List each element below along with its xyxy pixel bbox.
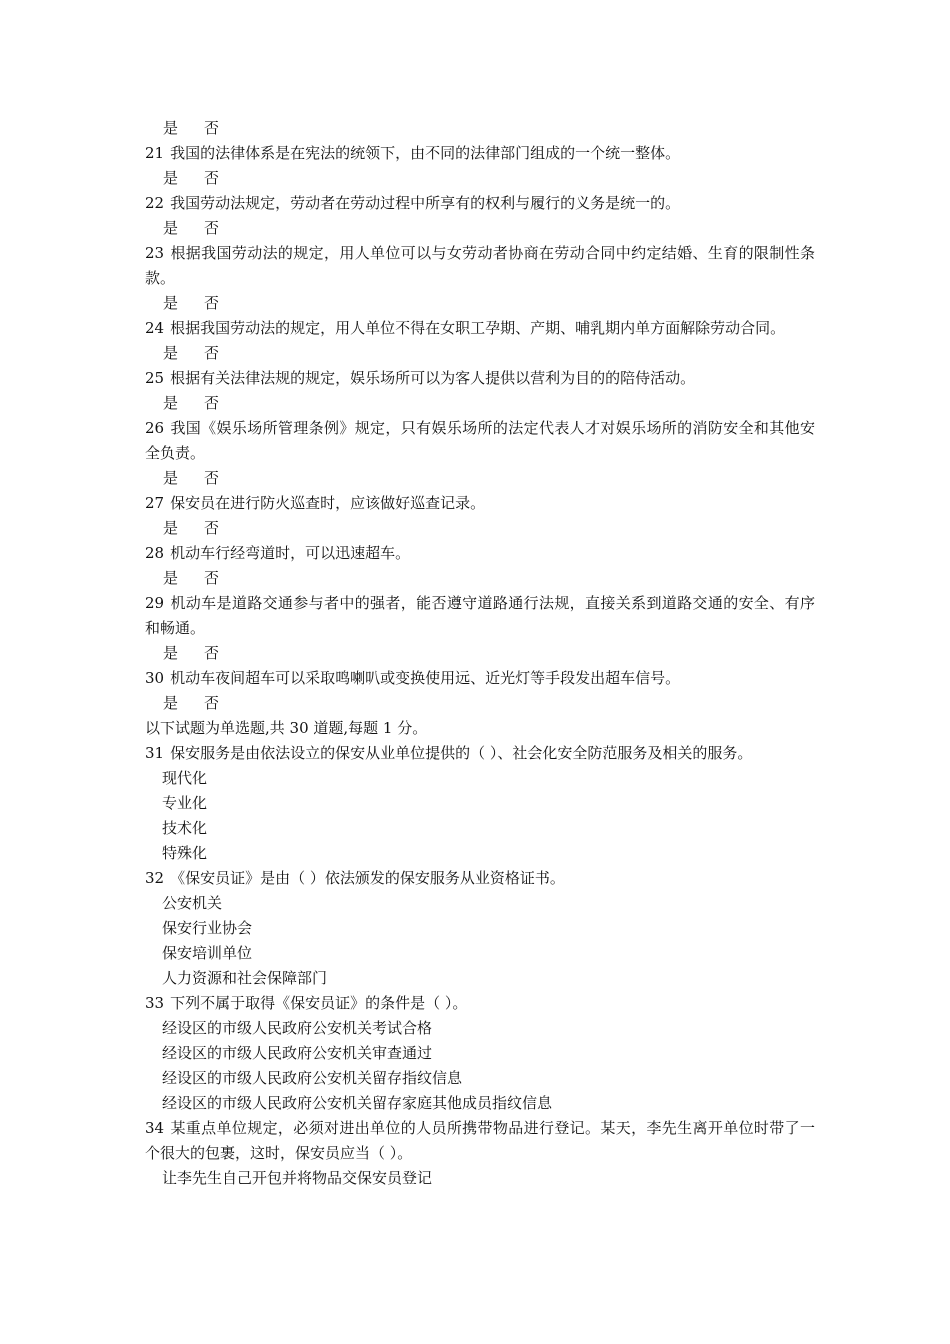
option-yes: 是 <box>163 394 179 412</box>
question-text: 机动车夜间超车可以采取鸣喇叭或变换使用远、近光灯等手段发出超车信号。 <box>170 669 681 687</box>
judgment-question <box>145 541 815 566</box>
question-text: 机动车是道路交通参与者中的强者，能否遵守道路通行法规，直接关系到道路交通的安全、有序和畅通。 <box>145 594 815 637</box>
yes-no-options <box>145 116 815 141</box>
option-yes: 是 <box>163 519 179 537</box>
option-yes: 是 <box>163 694 179 712</box>
yes-no-options <box>145 641 815 666</box>
option-yes: 是 <box>163 294 179 312</box>
question-text: 根据有关法律法规的规定，娱乐场所可以为客人提供以营利为目的的陪侍活动。 <box>170 369 696 387</box>
option-no: 否 <box>204 694 220 712</box>
judgment-question <box>145 416 815 466</box>
choice-option: 经设区的市级人民政府公安机关留存家庭其他成员指纹信息 <box>162 1094 553 1112</box>
option-yes: 是 <box>163 119 179 137</box>
option-yes: 是 <box>163 219 179 237</box>
choice-option: 现代化 <box>162 769 208 787</box>
question-number: 26 <box>145 419 165 437</box>
judgment-question <box>145 191 815 216</box>
yes-no-options <box>145 291 815 316</box>
question-number: 23 <box>145 244 165 262</box>
choice-option: 技术化 <box>162 819 208 837</box>
option-no: 否 <box>204 169 220 187</box>
option-no: 否 <box>204 294 220 312</box>
question-number: 25 <box>145 369 165 387</box>
question-number: 28 <box>145 544 165 562</box>
question-number: 21 <box>145 144 165 162</box>
question-text: 我国劳动法规定，劳动者在劳动过程中所享有的权利与履行的义务是统一的。 <box>170 194 681 212</box>
section-heading: 以下试题为单选题,共 30 道题,每题 1 分。 <box>145 719 428 737</box>
judgment-question <box>145 241 815 291</box>
question-number: 27 <box>145 494 165 512</box>
choice-question <box>145 866 815 891</box>
question-number: 24 <box>145 319 165 337</box>
option-no: 否 <box>204 519 220 537</box>
question-text: 《保安员证》是由（ ）依法颁发的保安服务从业资格证书。 <box>170 869 565 887</box>
choice-option: 保安行业协会 <box>162 919 253 937</box>
choice-option: 专业化 <box>162 794 208 812</box>
judgment-question <box>145 366 815 391</box>
option-no: 否 <box>204 569 220 587</box>
question-number: 22 <box>145 194 165 212</box>
question-text: 我国的法律体系是在宪法的统领下，由不同的法律部门组成的一个统一整体。 <box>170 144 681 162</box>
yes-no-options <box>145 216 815 241</box>
option-yes: 是 <box>163 569 179 587</box>
choice-option: 经设区的市级人民政府公安机关审查通过 <box>162 1044 433 1062</box>
choice-option: 经设区的市级人民政府公安机关考试合格 <box>162 1019 433 1037</box>
judgment-question <box>145 591 815 641</box>
question-number: 29 <box>145 594 165 612</box>
question-text: 某重点单位规定，必须对进出单位的人员所携带物品进行登记。某天，李先生离开单位时带了一个很大的包裹，这时，保安员应当（ ）。 <box>145 1119 815 1162</box>
option-no: 否 <box>204 219 220 237</box>
question-text: 根据我国劳动法的规定，用人单位不得在女职工孕期、产期、哺乳期内单方面解除劳动合同。 <box>170 319 786 337</box>
choice-option: 让李先生自己开包并将物品交保安员登记 <box>162 1169 433 1187</box>
question-text: 机动车行经弯道时，可以迅速超车。 <box>170 544 411 562</box>
option-yes: 是 <box>163 644 179 662</box>
yes-no-options <box>145 516 815 541</box>
option-yes: 是 <box>163 469 179 487</box>
option-no: 否 <box>204 469 220 487</box>
judgment-question <box>145 666 815 691</box>
option-yes: 是 <box>163 344 179 362</box>
judgment-question <box>145 316 815 341</box>
option-yes: 是 <box>163 169 179 187</box>
question-text: 下列不属于取得《保安员证》的条件是（ ）。 <box>170 994 468 1012</box>
choice-option: 人力资源和社会保障部门 <box>162 969 328 987</box>
question-number: 33 <box>145 994 165 1012</box>
document-body <box>145 116 815 1191</box>
judgment-question <box>145 141 815 166</box>
choice-option: 经设区的市级人民政府公安机关留存指纹信息 <box>162 1069 463 1087</box>
yes-no-options <box>145 566 815 591</box>
yes-no-options <box>145 466 815 491</box>
option-no: 否 <box>204 344 220 362</box>
choice-option: 特殊化 <box>162 844 208 862</box>
choice-option: 保安培训单位 <box>162 944 253 962</box>
question-text: 保安服务是由依法设立的保安从业单位提供的（ ）、社会化安全防范服务及相关的服务。 <box>170 744 753 762</box>
judgment-question <box>145 491 815 516</box>
choice-question <box>145 1116 815 1166</box>
yes-no-options <box>145 166 815 191</box>
question-number: 32 <box>145 869 165 887</box>
choice-option: 公安机关 <box>162 894 223 912</box>
yes-no-options <box>145 691 815 716</box>
yes-no-options <box>145 341 815 366</box>
question-text: 根据我国劳动法的规定，用人单位可以与女劳动者协商在劳动合同中约定结婚、生育的限制性条款。 <box>145 244 815 287</box>
choice-question <box>145 741 815 766</box>
yes-no-options <box>145 391 815 416</box>
question-number: 31 <box>145 744 165 762</box>
question-number: 30 <box>145 669 165 687</box>
choice-question <box>145 991 815 1016</box>
option-no: 否 <box>204 394 220 412</box>
option-no: 否 <box>204 644 220 662</box>
question-number: 34 <box>145 1119 165 1137</box>
question-text: 我国《娱乐场所管理条例》规定，只有娱乐场所的法定代表人才对娱乐场所的消防安全和其他安全负责。 <box>145 419 815 462</box>
question-text: 保安员在进行防火巡查时，应该做好巡查记录。 <box>170 494 486 512</box>
option-no: 否 <box>204 119 220 137</box>
